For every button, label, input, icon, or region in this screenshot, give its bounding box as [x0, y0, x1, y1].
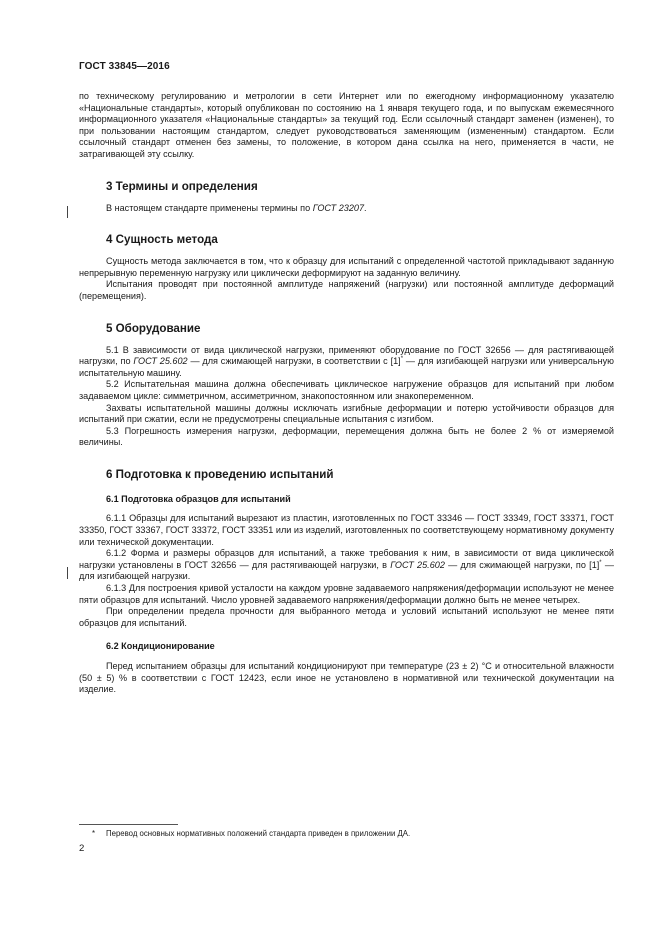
intro-paragraph: по техническому регулированию и метрологии в сети Интернет или по ежегодному информационному указателю «Национальные стандарты», который опубликован по состоянию на 1 января текущего года, и по выпускам ежемесячного информационного указателя «Национальные стандарты» за текущий год. Если ссылочный стандарт заменен (изменен), то при пользовании настоящим стандартом, следует руководствоваться заменяющим (измененным) стандартом. Если ссылочный стандарт отменен без замены, то положение, в котором дана ссылка на него, применяется в части, не затрагивающей эту ссылку. — [79, 91, 614, 159]
page-number: 2 — [79, 843, 85, 854]
section-6-1-paragraph-4: При определении предела прочности для выбранного метода и условий испытаний используют не менее пяти образцов для испытаний. — [79, 606, 614, 628]
footnote-text: Перевод основных нормативных положений стандарта приведен в приложении ДА. — [106, 829, 411, 838]
document-body — [79, 91, 614, 696]
change-marker — [67, 206, 68, 218]
section-3-title: 3 Термины и определения — [106, 179, 258, 193]
section-6-title: 6 Подготовка к проведению испытаний — [106, 467, 334, 481]
standard-ref: ГОСТ 25.602 — [133, 356, 188, 367]
footnote-divider — [79, 824, 178, 825]
section-4-paragraph-2: Испытания проводят при постоянной амплитуде напряжений (нагрузки) или постоянной амплитуде деформаций (перемещения). — [79, 279, 614, 301]
section-4-paragraph-1: Сущность метода заключается в том, что к образцу для испытаний с определенной частотой прикладывают заданную непрерывную переменную нагрузку или циклически деформируют на заданную величину. — [79, 256, 614, 278]
footnote-mark: * — [91, 829, 95, 838]
footnote-mark: * — [599, 559, 602, 566]
subsection-6-2-title: 6.2 Кондиционирование — [106, 641, 215, 652]
section-4-title: 4 Сущность метода — [106, 233, 218, 247]
standard-header: ГОСТ 33845—2016 — [79, 61, 170, 72]
section-5-paragraph-4: 5.3 Погрешность измерения нагрузки, деформации, перемещения должна быть не более 2 % от измеряемой величины. — [79, 425, 614, 448]
section-6-1-paragraph-2: 6.1.2 Форма и размеры образцов для испытаний, а также требования к ним, в зависимости от вида циклической нагрузки установлены в ГОСТ 32656 — для растягивающей нагрузки, в ГОСТ 25.602 — для сжимающей нагрузки, по [1]* — для изгибающей нагрузки. — [79, 548, 614, 582]
footnote — [79, 829, 614, 839]
footnote-mark: * — [400, 356, 404, 363]
section-5-paragraph-2: 5.2 Испытательная машина должна обеспечивать циклическое нагружение образцов для испытаний при любом задаваемом цикле: симметричном, ассиметричном, знакопостоянном или знакопеременном. — [79, 379, 614, 401]
section-3-paragraph: В настоящем стандарте применены термины по ГОСТ 23207. — [106, 202, 367, 213]
section-6-1-paragraph-1: 6.1.1 Образцы для испытаний вырезают из пластин, изготовленных по ГОСТ 33346 — ГОСТ 33349, ГОСТ 33371, ГОСТ 33350, ГОСТ 33367, ГОСТ 33372, ГОСТ 33351 или из изделий, изготовленных по соответствующему нормативному документу или технической документации. — [79, 513, 614, 547]
section-5-paragraph-1: 5.1 В зависимости от вида циклической нагрузки, применяют оборудование по ГОСТ 32656 — для растягивающей нагрузки, по ГОСТ 25.602 — для сжимающей нагрузки, в соответствии с [1]* — для изгибающей нагрузки или универсальную испытательную машину. — [79, 344, 614, 378]
section-6-2-paragraph-1: Перед испытанием образцы для испытаний кондиционируют при температуре (23 ± 2) °С и относительной влажности (50 ± 5) % в соответствии с ГОСТ 12423, если иное не установлено в нормативной или технической документации на изделие. — [79, 661, 614, 695]
change-marker — [67, 567, 68, 579]
standard-ref: ГОСТ 23207 — [312, 202, 365, 213]
section-5-paragraph-3: Захваты испытательной машины должны исключать изгибные деформации и потерю устойчивости образцов для испытаний при сжатии, если не предусмотрены специальные испытания с изгибом. — [79, 402, 614, 425]
section-5-title: 5 Оборудование — [106, 321, 201, 335]
standard-ref: ГОСТ 25.602 — [390, 559, 445, 570]
subsection-6-1-title: 6.1 Подготовка образцов для испытаний — [106, 493, 291, 504]
section-6-1-paragraph-3: 6.1.3 Для построения кривой усталости на каждом уровне задаваемого напряжения/деформации используют не менее пяти образцов для испытаний. Число уровней задаваемого напряжения/деформации должно быть не менее четырех. — [79, 583, 614, 605]
